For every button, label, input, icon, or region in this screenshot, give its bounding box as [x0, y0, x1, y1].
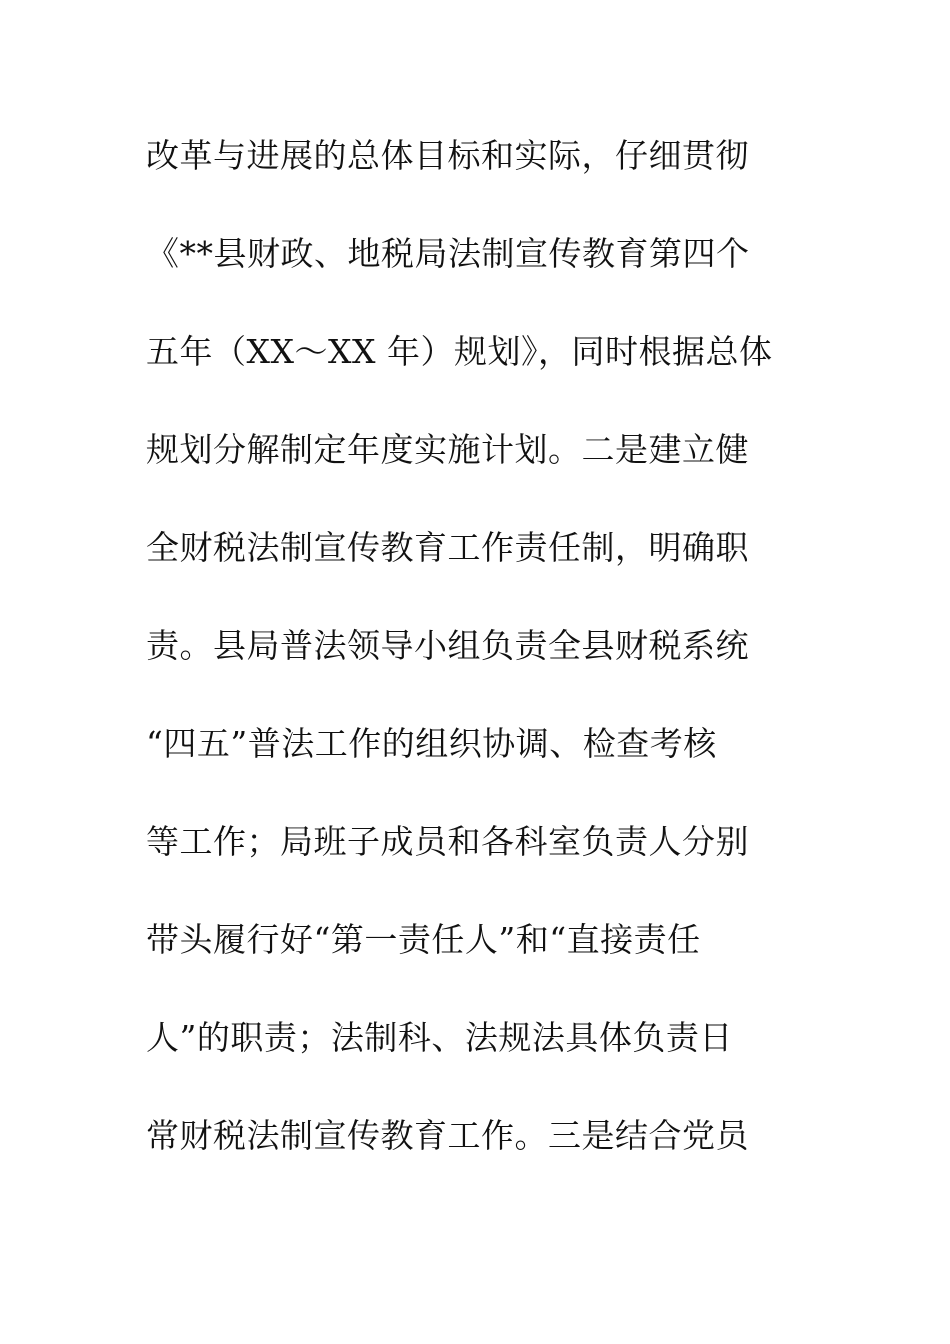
text-line-1: 改革与进展的总体目标和实际，仔细贯彻	[146, 136, 749, 175]
text-line-6: 责。县局普法领导小组负责全县财税系统	[146, 626, 749, 665]
text-line-5: 全财税法制宣传教育工作责任制，明确职	[146, 528, 749, 567]
text-line-10: 人”的职责；法制科、法规法具体负责日	[146, 1018, 733, 1057]
body-paragraph	[146, 120, 806, 1198]
text-line-11: 常财税法制宣传教育工作。三是结合党员	[146, 1116, 749, 1155]
text-line-3: 五年（XX～XX 年）规划》，同时根据总体	[146, 332, 773, 371]
text-line-9: 带头履行好“第一责任人”和“直接责任	[146, 920, 701, 959]
text-line-2: 《**县财政、地税局法制宣传教育第四个	[146, 234, 750, 273]
text-line-8: 等工作；局班子成员和各科室负责人分别	[146, 822, 749, 861]
text-line-4: 规划分解制定年度实施计划。二是建立健	[146, 430, 749, 469]
text-line-7: “四五”普法工作的组织协调、检查考核	[146, 724, 717, 763]
